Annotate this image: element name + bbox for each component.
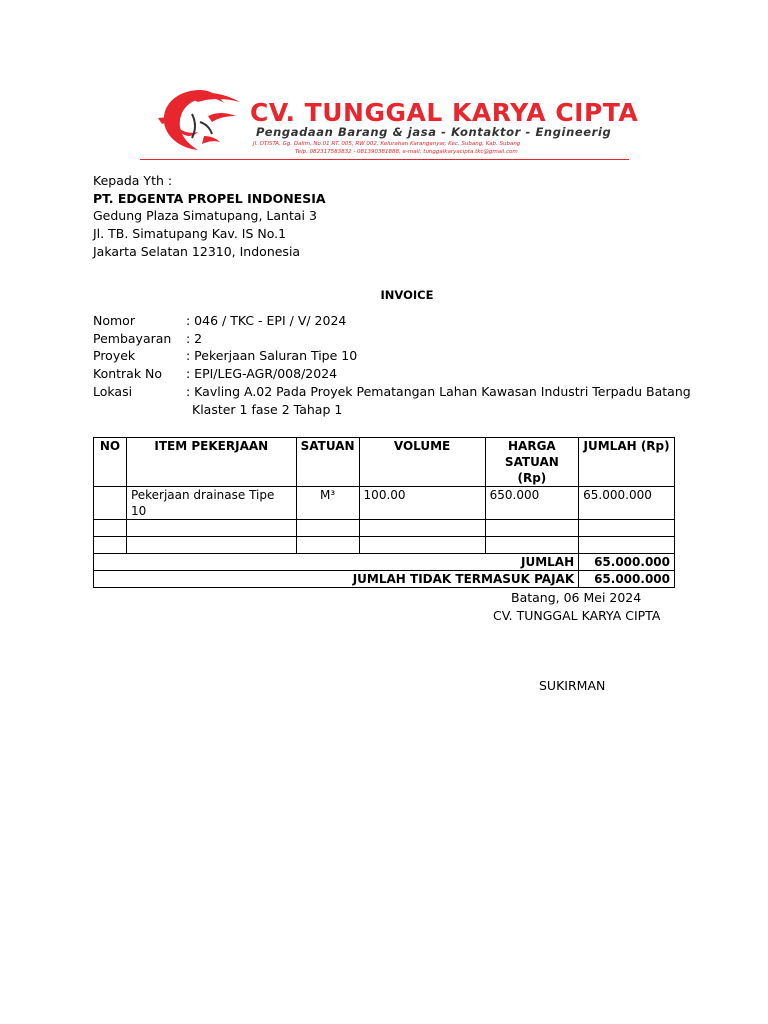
detail-value: : Pekerjaan Saluran Tipe 10 bbox=[186, 348, 358, 364]
detail-label: Kontrak No bbox=[93, 366, 163, 382]
company-logo-icon bbox=[152, 86, 247, 154]
detail-row-lokasi bbox=[93, 383, 691, 401]
signature-company: CV. TUNGGAL KARYA CIPTA bbox=[493, 608, 661, 623]
detail-label: Pembayaran bbox=[93, 330, 172, 346]
table-row-empty bbox=[94, 537, 675, 554]
header-item: ITEM PEKERJAAN bbox=[126, 438, 296, 487]
detail-row-nomor bbox=[93, 312, 691, 330]
cell-no bbox=[94, 487, 127, 520]
cell-satuan: M³ bbox=[296, 487, 359, 520]
header-no: NO bbox=[94, 438, 127, 487]
recipient-greeting: Kepada Yth : bbox=[93, 173, 173, 188]
detail-label: Proyek bbox=[93, 348, 136, 364]
detail-label: Lokasi bbox=[93, 383, 133, 399]
recipient-address-line: Jl. TB. Simatupang Kav. IS No.1 bbox=[93, 226, 287, 242]
table-row bbox=[94, 487, 675, 520]
table-total-row bbox=[94, 554, 675, 571]
detail-row-proyek bbox=[93, 347, 691, 365]
detail-row-pembayaran bbox=[93, 330, 691, 348]
cell-jumlah: 65.000.000 bbox=[579, 487, 675, 520]
detail-value: : 046 / TKC - EPI / V/ 2024 bbox=[186, 313, 347, 328]
table-total-no-tax-row bbox=[94, 571, 675, 588]
company-address: Jl. OTISTA, Gg. Dalim, No.01 RT. 005, RW 002, Kelurahan Karanganyar, Kec. Subang, Kab. Subang bbox=[253, 141, 521, 147]
detail-value: : EPI/LEG-AGR/008/2024 bbox=[186, 366, 338, 382]
company-name: CV. TUNGGAL KARYA CIPTA bbox=[250, 98, 639, 127]
header-volume: VOLUME bbox=[359, 438, 485, 487]
table-row-empty bbox=[94, 520, 675, 537]
recipient-name: PT. EDGENTA PROPEL INDONESIA bbox=[93, 190, 326, 206]
signature-place-date: Batang, 06 Mei 2024 bbox=[511, 590, 642, 605]
invoice-items-table bbox=[93, 437, 675, 588]
signature-name: SUKIRMAN bbox=[539, 678, 606, 693]
invoice-details bbox=[93, 312, 691, 418]
total-no-tax-label: JUMLAH TIDAK TERMASUK PAJAK bbox=[94, 571, 579, 588]
header-harga: HARGA SATUAN (Rp) bbox=[485, 438, 579, 487]
company-contact: Telp. 082317583832 - 081390381888, e-mail: tunggalkaryacipta.tkc@gmail.com bbox=[295, 149, 518, 155]
header-divider bbox=[140, 159, 629, 160]
total-label: JUMLAH bbox=[94, 554, 579, 571]
cell-item: Pekerjaan drainase Tipe 10 bbox=[126, 487, 296, 520]
cell-volume: 100.00 bbox=[359, 487, 485, 520]
detail-row-kontrak bbox=[93, 365, 691, 383]
detail-value: : 2 bbox=[186, 330, 203, 346]
detail-label: Nomor bbox=[93, 313, 135, 328]
recipient-address-line: Jakarta Selatan 12310, Indonesia bbox=[93, 243, 301, 259]
header-satuan: SATUAN bbox=[296, 438, 359, 487]
total-no-tax-value: 65.000.000 bbox=[579, 571, 675, 588]
table-header-row bbox=[94, 438, 675, 487]
invoice-title: INVOICE bbox=[380, 288, 434, 302]
recipient-block bbox=[93, 172, 326, 261]
header-jumlah: JUMLAH (Rp) bbox=[579, 438, 675, 487]
cell-harga: 650.000 bbox=[485, 487, 579, 520]
detail-lokasi-continuation: Klaster 1 fase 2 Tahap 1 bbox=[192, 401, 343, 417]
company-tagline: Pengadaan Barang & jasa - Kontaktor - Engineerig bbox=[256, 125, 612, 139]
recipient-address-line: Gedung Plaza Simatupang, Lantai 3 bbox=[93, 208, 317, 224]
total-value: 65.000.000 bbox=[579, 554, 675, 571]
detail-value: : Kavling A.02 Pada Proyek Pematangan Lahan Kawasan Industri Terpadu Batang bbox=[186, 383, 691, 399]
